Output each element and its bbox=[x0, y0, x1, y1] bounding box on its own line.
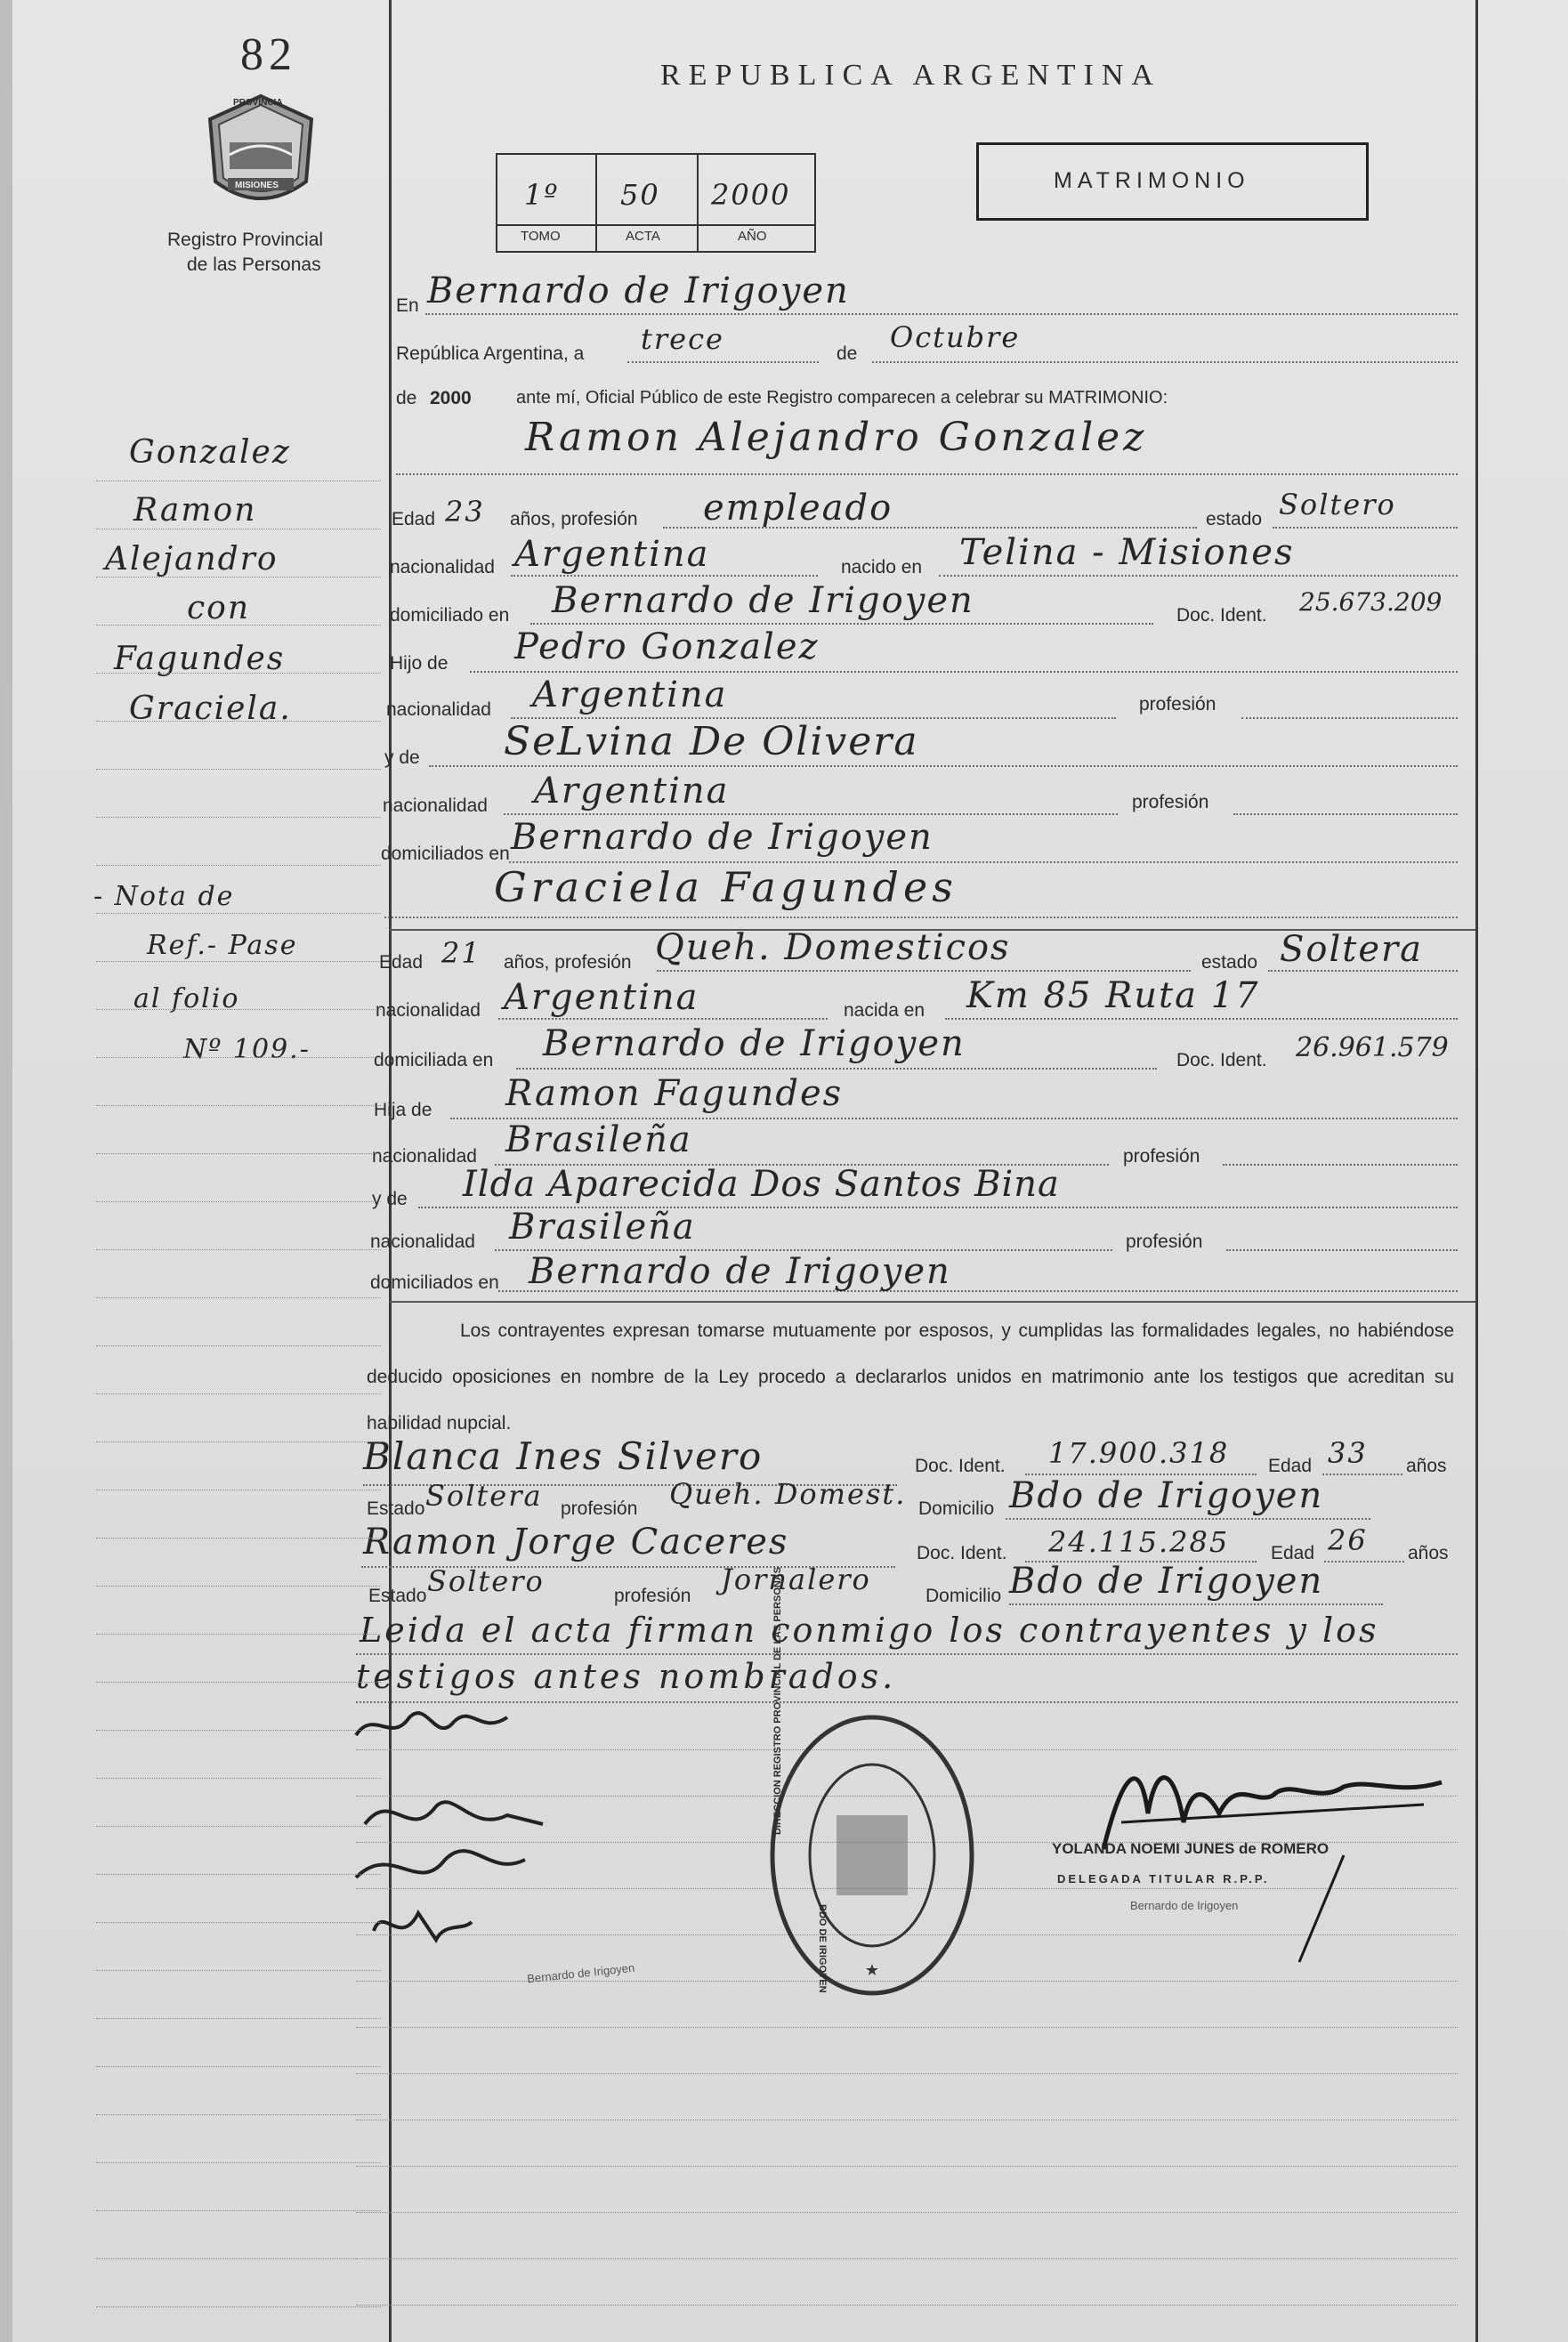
groom-domicilio-label: domiciliado en bbox=[390, 605, 510, 626]
groom-anos-profesion-label: años, profesión bbox=[510, 509, 638, 529]
bride-nacionalidad: Argentina bbox=[504, 977, 699, 1018]
anio-value: 2000 bbox=[711, 178, 791, 212]
witness1-name: Blanca Ines Silvero bbox=[363, 1434, 764, 1478]
bride-hija-label: Hija de bbox=[374, 1100, 432, 1120]
official-round-stamp bbox=[765, 1708, 979, 2002]
bride-doc-label: Doc. Ident. bbox=[1176, 1050, 1267, 1070]
bride-mother-nac-label: nacionalidad bbox=[370, 1232, 475, 1252]
witness1-doc-label: Doc. Ident. bbox=[915, 1456, 1006, 1476]
stamp-inner-text: BDO DE IRIGOYEN bbox=[817, 1904, 828, 1993]
right-border-line bbox=[1475, 0, 1478, 2342]
margin-note-2: Ref.- Pase bbox=[147, 930, 298, 961]
registry-line-2: de las Personas bbox=[187, 254, 321, 275]
groom-father-nac-label: nacionalidad bbox=[386, 699, 491, 720]
svg-text:★: ★ bbox=[864, 1961, 880, 1979]
witness2-name: Ramon Jorge Caceres bbox=[363, 1522, 789, 1563]
acta-label: ACTA bbox=[626, 229, 660, 244]
official-name: YOLANDA NOEMI JUNES de ROMERO bbox=[1052, 1840, 1330, 1857]
bride-father-nac-label: nacionalidad bbox=[372, 1146, 477, 1167]
witness2-doc: 24.115.285 bbox=[1048, 1525, 1230, 1559]
tomo-value: 1º bbox=[524, 178, 560, 212]
margin-name-3: Alejandro bbox=[105, 541, 279, 577]
witness2-domicilio-label: Domicilio bbox=[925, 1586, 1002, 1606]
bride-father-nacionalidad: Brasileña bbox=[505, 1119, 692, 1160]
groom-estado: Soltero bbox=[1279, 488, 1396, 521]
groom-father: Pedro Gonzalez bbox=[514, 626, 820, 667]
month-value: Octubre bbox=[890, 320, 1021, 354]
witness1-profesion: Queh. Domest. bbox=[669, 1477, 907, 1511]
margin-note-1: - Nota de bbox=[93, 881, 235, 912]
witness2-anos-label: años bbox=[1408, 1543, 1449, 1563]
margin-name-4: con bbox=[187, 590, 251, 626]
witness2-edad: 26 bbox=[1328, 1523, 1368, 1557]
witness1-anos-label: años bbox=[1406, 1456, 1447, 1476]
witness2-profesion: Jornalero bbox=[721, 1563, 871, 1596]
document-type: MATRIMONIO bbox=[1054, 168, 1250, 193]
record-box bbox=[496, 153, 816, 253]
official-title: DELEGADA TITULAR R.P.P. bbox=[1057, 1872, 1270, 1886]
year-value: 2000 bbox=[430, 388, 472, 408]
groom-mother-nacionalidad: Argentina bbox=[534, 771, 730, 812]
official-signature-tail bbox=[1281, 1851, 1370, 1966]
margin-note-4: Nº 109.- bbox=[183, 1034, 311, 1065]
bride-doc: 26.961.579 bbox=[1296, 1032, 1449, 1063]
bride-parents-domicilio: Bernardo de Irigoyen bbox=[529, 1251, 951, 1292]
bride-mother-nacionalidad: Brasileña bbox=[509, 1207, 696, 1248]
bride-nac-label: nacionalidad bbox=[376, 1000, 481, 1021]
acta-value: 50 bbox=[620, 178, 660, 212]
seal-bottom-text: MISIONES bbox=[235, 181, 279, 190]
bride-mother: Ilda Aparecida Dos Santos Bina bbox=[463, 1164, 1060, 1205]
groom-parents-dom-label: domiciliados en bbox=[381, 844, 510, 864]
registry-line-1: Registro Provincial bbox=[167, 230, 324, 250]
groom-mother-prof-label: profesión bbox=[1132, 792, 1209, 812]
groom-profesion: empleado bbox=[703, 488, 893, 529]
witness2-doc-label: Doc. Ident. bbox=[917, 1543, 1007, 1563]
bride-estado: Soltera bbox=[1280, 929, 1423, 970]
witness2-estado-label: Estado bbox=[368, 1586, 427, 1606]
bride-anos-profesion-label: años, profesión bbox=[504, 952, 632, 973]
groom-nacido-en: Telina - Misiones bbox=[959, 532, 1295, 573]
witness2-domicilio: Bdo de Irigoyen bbox=[1009, 1561, 1324, 1602]
groom-father-nacionalidad: Argentina bbox=[532, 674, 728, 715]
bride-father-prof-label: profesión bbox=[1123, 1146, 1200, 1167]
document-type-box bbox=[976, 142, 1369, 221]
groom-nacionalidad: Argentina bbox=[514, 534, 710, 575]
witness1-edad-label: Edad bbox=[1268, 1456, 1313, 1476]
witness1-estado: Soltera bbox=[425, 1479, 543, 1513]
party-signatures bbox=[338, 1691, 570, 1975]
witness2-edad-label: Edad bbox=[1271, 1543, 1315, 1563]
witness2-profesion-label: profesión bbox=[614, 1586, 691, 1606]
groom-domicilio: Bernardo de Irigoyen bbox=[552, 580, 974, 621]
page-number: 82 bbox=[240, 29, 297, 80]
bride-domicilio-label: domiciliada en bbox=[374, 1050, 494, 1070]
groom-edad: 23 bbox=[445, 495, 485, 529]
groom-edad-label: Edad bbox=[392, 509, 436, 529]
tomo-label: TOMO bbox=[521, 229, 561, 244]
de-year-label: de bbox=[396, 388, 417, 408]
official-place: Bernardo de Irigoyen bbox=[1130, 1899, 1239, 1912]
bride-father: Ramon Fagundes bbox=[505, 1073, 844, 1114]
closing-line-1: Leida el acta firman conmigo los contrayentes y los bbox=[360, 1611, 1379, 1650]
groom-nacido-label: nacido en bbox=[841, 557, 923, 577]
bride-edad-label: Edad bbox=[379, 952, 424, 973]
bride-nacida-label: nacida en bbox=[844, 1000, 925, 1021]
groom-mother-nac-label: nacionalidad bbox=[383, 795, 488, 816]
bride-profesion: Queh. Domesticos bbox=[655, 927, 1011, 968]
witness1-estado-label: Estado bbox=[367, 1498, 425, 1519]
bride-nacida-en: Km 85 Ruta 17 bbox=[966, 975, 1260, 1016]
witness2-estado: Soltero bbox=[427, 1564, 545, 1598]
margin-divider-line bbox=[389, 0, 392, 2342]
margin-name-2: Ramon bbox=[133, 492, 257, 529]
witness1-edad: 33 bbox=[1328, 1436, 1368, 1470]
country-title: REPUBLICA ARGENTINA bbox=[660, 59, 1161, 92]
groom-parents-domicilio: Bernardo de Irigoyen bbox=[511, 817, 934, 858]
declaration-text: Los contrayentes expresan tomarse mutuamente por esposos, y cumplidas las formalidades legales, no habiéndose deducido oposiciones en nombre de la Ley procedo a declararlos unidos en matrimonio ante los testigos que acreditan su habilidad nupcial. bbox=[367, 1320, 1454, 1433]
day-value: trece bbox=[641, 322, 724, 356]
groom-doc-label: Doc. Ident. bbox=[1176, 605, 1267, 626]
bride-mother-prof-label: profesión bbox=[1126, 1232, 1203, 1252]
place-value: Bernardo de Irigoyen bbox=[427, 271, 850, 311]
groom-name: Ramon Alejandro Gonzalez bbox=[525, 415, 1148, 460]
bride-edad: 21 bbox=[441, 936, 481, 970]
margin-name-1: Gonzalez bbox=[129, 434, 291, 471]
page-shadow-edge bbox=[0, 0, 12, 2342]
witness1-profesion-label: profesión bbox=[561, 1498, 638, 1519]
republica-label: República Argentina, a bbox=[396, 343, 585, 364]
ante-text: ante mí, Oficial Público de este Registro comparecen a celebrar su MATRIMONIO: bbox=[516, 388, 1168, 408]
groom-father-prof-label: profesión bbox=[1139, 694, 1216, 715]
bride-estado-label: estado bbox=[1201, 952, 1258, 973]
witness1-domicilio: Bdo de Irigoyen bbox=[1009, 1475, 1324, 1516]
groom-doc: 25.673.209 bbox=[1299, 587, 1443, 617]
seal-top-text: PROVINCIA bbox=[233, 98, 283, 108]
margin-name-6: Graciela. bbox=[129, 690, 292, 727]
de-label: de bbox=[837, 343, 858, 364]
stamp-outer-text: DIRECCION REGISTRO PROVINCIAL DE LAS PERSONAS bbox=[772, 1566, 783, 1835]
provincial-seal bbox=[203, 93, 319, 217]
bride-y-de-label: y de bbox=[372, 1189, 408, 1209]
groom-y-de-label: y de bbox=[384, 747, 420, 768]
closing-line-2: testigos antes nombrados. bbox=[356, 1657, 897, 1696]
groom-hijo-label: Hijo de bbox=[390, 653, 449, 674]
witness1-doc: 17.900.318 bbox=[1048, 1436, 1230, 1470]
bride-name: Graciela Fagundes bbox=[494, 863, 958, 911]
bride-parents-dom-label: domiciliados en bbox=[370, 1272, 499, 1293]
en-label: En bbox=[396, 295, 419, 316]
small-place-stamp: Bernardo de Irigoyen bbox=[526, 1960, 635, 1986]
margin-name-5: Fagundes bbox=[114, 641, 286, 677]
groom-nac-label: nacionalidad bbox=[390, 557, 495, 577]
groom-estado-label: estado bbox=[1206, 509, 1263, 529]
margin-note-3: al folio bbox=[133, 983, 240, 1014]
witness1-domicilio-label: Domicilio bbox=[918, 1498, 995, 1519]
bride-domicilio: Bernardo de Irigoyen bbox=[543, 1023, 966, 1064]
anio-label: AÑO bbox=[738, 229, 767, 244]
groom-mother: SeLvina De Olivera bbox=[504, 719, 919, 764]
